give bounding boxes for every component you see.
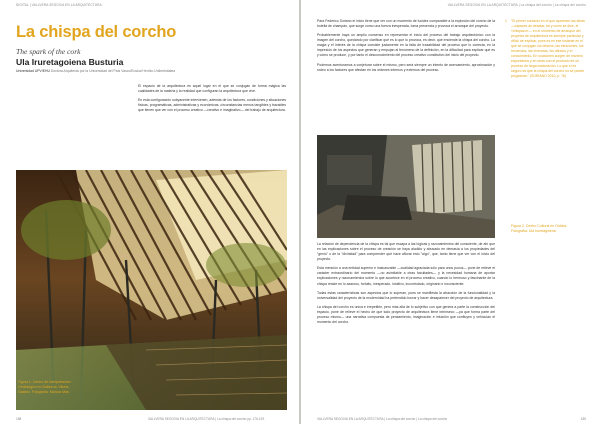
left-page — [0, 0, 299, 424]
intro-paragraph: En esta configuración subyacente intervienen, además de los factores, condiciones y situaciones físicas, programáticas, administrativas y económicas, circunstancias menos tangibles y trazables que tienen que ver con el proceso creativo —creativo e imaginativo— del trabajo de arquitectura. — [138, 98, 286, 113]
folio-number-right: 189 — [580, 417, 586, 421]
body-paragraph: Todas estas características son aspectos que lo superan, pues se manifiesta la atracción de la funcionalidad y la universalidad del proyecto de la modernidad ha pretendido borrar y hacer desaparecer del proyecto de arquitectura. — [317, 290, 495, 300]
intro-paragraph: El espacio de la arquitectura es aquel lugar en el que se conjugan de forma mágica las cualidades de la materia y la realidad que configuran la arquitectura que vive. — [138, 84, 286, 94]
body-paragraph: La chispa del corcho es única e irrepetible, pero más allá de lo subjetivo con que genera a parte la construcción del espacio, pone de relieve el hecho de que todo proyecto de arquitectura tiene intrínseco —ya que forma parte del proceso mismo— una narrativa compuesta de pensamiento, imaginación e intuición que confluyen y vehiculan el momento del corcho. — [317, 305, 495, 325]
running-head-left: DIGITAL | VALLVERA SEGOVIA EN LA ARQUITECTURA — [16, 3, 102, 7]
figure-2-caption: Figura 2. Centro Cultural en Ordizia. Fotografía: Ula Iruretagoiena — [511, 224, 568, 233]
canopy-photo-illustration — [16, 170, 287, 410]
folio-number-left: 188 — [16, 417, 22, 421]
right-page — [301, 0, 600, 424]
affiliation-main: Universidad UPV/EHU — [16, 69, 50, 73]
figure-2-photo — [317, 135, 495, 238]
sidenote-text: "El primer contacto en el que aparecen las ideas —capaces de desatar, tal y como se dice, el «chispazo»— en el momento de arranque del proyecto de arquitectura es siempre particular y difícil de explicar, pues es en ese instante en el que se conjugan los deseos, las intuiciones, los recuerdos, las vivencias, los afectos y el conocimiento. En ocasiones surgen de manera espontánea y en otras son el producto de un proceso de larga maduración. Lo que sí es seguro es que la chispa del corcho no se puede programar." (SORIANO 2010, p. 76) — [511, 19, 585, 78]
figure-1-caption: Figura 1. Centro de Interpretación Ornitológico en Salburua. Vitoria-Gasteiz. Fotografía: Marcos Mas — [18, 380, 71, 394]
body-paragraph: Para Federico Soriano el inicio tiene que ver con un momento de lucidez comparable a la explosión del corcho de la botella de champán, que surge como una fuerza inesperada, toma presencia y provoca el arranque del proyecto. — [317, 19, 495, 29]
interior-photo-illustration — [317, 135, 495, 238]
main-column-top — [317, 19, 495, 77]
body-paragraph: Esta mención a una entidad superior e inalcanzable —cualidad agraciada sólo para unos pocos— pone de relieve el carácter extraordinario del momento —no asimilable a otras facultades— y la necesidad humana de aportar explicaciones y razonamientos sobre lo que acontece en el proceso creativo, cuando lo hermoso y fascinante de la chispa reside en lo azaroso, fortuito, inesperado, intuitivo, incontrolado, originario e inconsciente. — [317, 266, 495, 286]
main-column-bottom — [317, 242, 495, 329]
affiliation-dept: Doctora Arquitecta por la Universidad del País Vasco/Euskal Herriko Unibertsitatea — [50, 69, 176, 73]
author-affiliation — [16, 69, 175, 73]
body-paragraph: Probablemente haya un amplio consenso en representar el inicio del proceso del trabajo arquitectónico con la imagen del corcho, quedando por clarificar qué es lo que lo provoca, es decir, qué enciende la chispa del corcho. La magia y el interés de la chispa consiste justamente en la falta de trazabilidad del proceso que lo conecta, en la impresión de los aspectos que generan y empujan al fenómeno de la definición, en la dificultad para explicar qué es y cómo se produce, y por tanto el desconocimiento del proceso creativo constitutivo del inicio del proyecto. — [317, 33, 495, 58]
folio-text-left: VALLVERA SEGOVIA EN LA ARQUITECTURA | La chispa del corcho pp. 176-193 — [148, 417, 265, 421]
figure-1-photo — [16, 170, 287, 410]
body-paragraph: La relación de dependencia de la chispa es tal que escapa a las lógicas y razonamientos del consciente, de ahí que en las explicaciones sobre el proceso de creación se haya aludido y abusado en demasía a los propiedades del "genio" o de la "divinidad" para comprender qué hace aflorar esto "algo", que, tanto tiene que ver con el inicio del proyecto. — [317, 242, 495, 262]
article-title: La chispa del corcho — [16, 23, 177, 41]
body-paragraph: Podemos aventuramos a conjeturar sobre el mismo, pero será siempre un intento de acercamiento, aproximación y rodeo a los factores que afectan en los órdenes internos y externos del proceso. — [317, 62, 495, 72]
author-name: Ula Iruretagoiena Busturia — [16, 57, 124, 67]
running-head-right: VALLVERA SEGOVIA EN LA ARQUITECTURA | La chispa del corcho | La chispa del corcho — [447, 3, 586, 7]
sidenote-number: 1 — [505, 19, 507, 23]
intro-column — [138, 84, 286, 118]
folio-text-right: VALLVERA SEGOVIA EN LA ARQUITECTURA | La chispa del corcho | La chispa del corcho — [317, 417, 448, 421]
article-subtitle: The spark of the cork — [16, 47, 81, 56]
sidenote — [505, 19, 586, 79]
